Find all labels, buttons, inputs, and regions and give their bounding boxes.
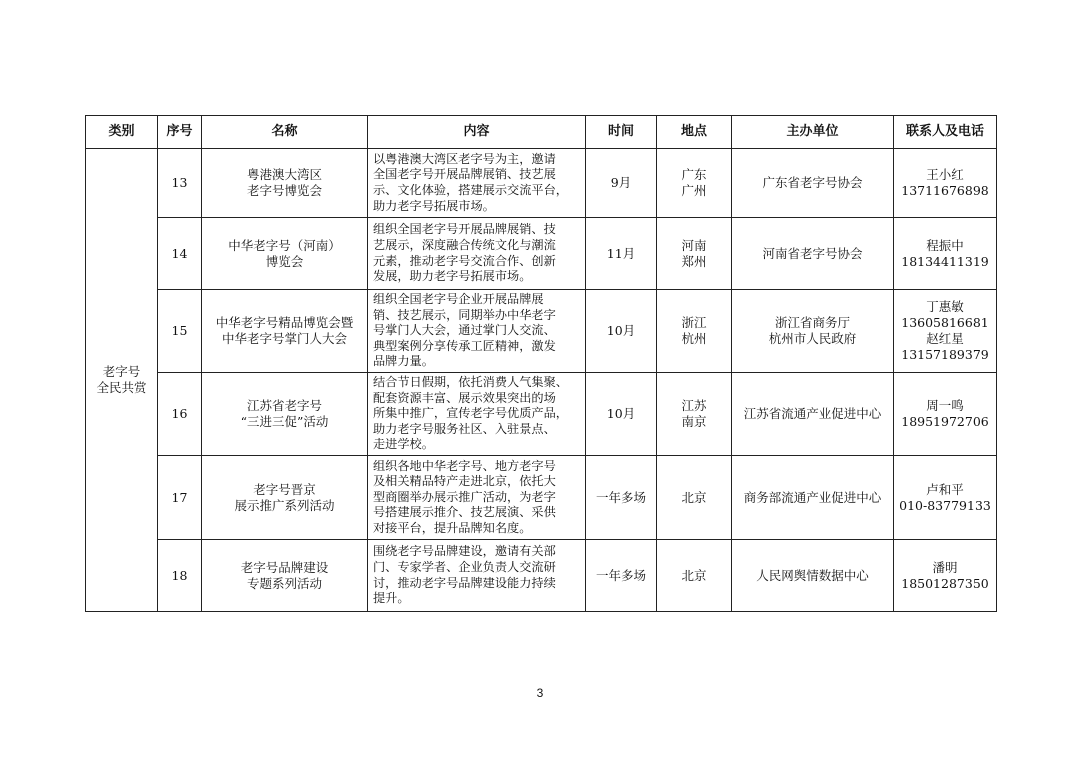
event-contact-line: 王小红 bbox=[926, 167, 964, 182]
event-organizer-line: 商务部流通产业促进中心 bbox=[743, 489, 882, 505]
event-time: 10月 bbox=[586, 290, 657, 373]
event-contact-line: 18951972706 bbox=[901, 414, 989, 429]
event-contact-line: 010-83779133 bbox=[899, 497, 991, 513]
event-contact-line: 13157189379 bbox=[901, 347, 989, 362]
event-content-line: 组织各地中华老字号、地方老字号 bbox=[373, 458, 556, 473]
event-place-line: 北京 bbox=[681, 567, 707, 583]
event-organizer bbox=[732, 540, 894, 612]
header-category: 类别 bbox=[86, 116, 158, 149]
event-place-line: 郑州 bbox=[681, 253, 707, 269]
event-content-line: 助力老字号拓展市场。 bbox=[373, 198, 495, 213]
event-contact bbox=[894, 218, 997, 290]
event-organizer-line: 浙江省商务厅 bbox=[774, 315, 850, 330]
event-name bbox=[202, 290, 368, 373]
event-content-line: 组织全国老字号企业开展品牌展 bbox=[373, 292, 544, 307]
event-place-line: 北京 bbox=[681, 489, 707, 505]
event-name-line: 博览会 bbox=[265, 253, 304, 269]
category-cell-line: 全民共赏 bbox=[96, 380, 147, 395]
event-content-line: 门、专家学者、企业负责人交流研 bbox=[373, 559, 556, 574]
event-name bbox=[202, 373, 368, 456]
event-name-line: 中华老字号（河南） bbox=[228, 237, 341, 253]
event-content-line: 提升。 bbox=[373, 591, 410, 606]
event-content-line: 讨，推动老字号品牌建设能力持续 bbox=[373, 575, 556, 590]
event-name bbox=[202, 218, 368, 290]
event-time: 9月 bbox=[586, 149, 657, 218]
table-row bbox=[86, 456, 997, 540]
event-content bbox=[368, 373, 586, 456]
event-organizer-line: 江苏省流通产业促进中心 bbox=[743, 406, 882, 421]
event-place-line: 河南 bbox=[681, 237, 707, 253]
event-place-line: 江苏 bbox=[681, 398, 707, 413]
event-contact-line: 13711676898 bbox=[901, 183, 989, 198]
row-number: 18 bbox=[158, 540, 202, 612]
row-number: 17 bbox=[158, 456, 202, 540]
event-place bbox=[657, 218, 732, 290]
event-organizer-line: 河南省老字号协会 bbox=[762, 245, 863, 261]
event-contact-line: 13605816681 bbox=[901, 315, 989, 330]
event-content-line: 型商圈举办展示推广活动，为老字 bbox=[373, 489, 556, 504]
event-organizer bbox=[732, 218, 894, 290]
event-contact bbox=[894, 149, 997, 218]
event-organizer bbox=[732, 456, 894, 540]
event-content bbox=[368, 149, 586, 218]
header-place: 地点 bbox=[657, 116, 732, 149]
category-cell-line: 老字号 bbox=[102, 364, 141, 379]
event-content-line: 典型案例分享传承工匠精神，激发 bbox=[373, 338, 556, 353]
event-name bbox=[202, 540, 368, 612]
event-content-line: 号掌门人大会，通过掌门人交流、 bbox=[373, 323, 556, 338]
event-place bbox=[657, 149, 732, 218]
event-contact-line: 丁惠敏 bbox=[926, 299, 964, 314]
event-content-line: 结合节日假期，依托消费人气集聚、 bbox=[373, 375, 568, 390]
event-name-line: 中华老字号掌门人大会 bbox=[221, 331, 347, 346]
event-content-line: 艺展示，深度融合传统文化与潮流 bbox=[373, 237, 556, 252]
event-name-line: 专题系列活动 bbox=[246, 575, 322, 591]
header-organizer: 主办单位 bbox=[732, 116, 894, 149]
event-contact-line: 卢和平 bbox=[926, 481, 964, 497]
event-content-line: 示、文化体验，搭建展示交流平台， bbox=[373, 183, 568, 197]
header-row bbox=[86, 116, 997, 149]
header-name: 名称 bbox=[202, 116, 368, 149]
category-cell bbox=[86, 149, 158, 612]
event-time: 一年多场 bbox=[586, 456, 657, 540]
event-content-line: 配套资源丰富、展示效果突出的场 bbox=[373, 390, 556, 405]
table-row bbox=[86, 149, 997, 218]
event-content-line: 元素，推动老字号交流合作、创新 bbox=[373, 253, 556, 268]
event-content-line: 对接平台，提升品牌知名度。 bbox=[373, 520, 532, 535]
event-content bbox=[368, 540, 586, 612]
event-name-line: 中华老字号精品博览会暨 bbox=[215, 315, 354, 330]
event-name-line: 老字号博览会 bbox=[246, 183, 322, 198]
event-contact-line: 潘明 bbox=[932, 559, 958, 575]
event-place-line: 南京 bbox=[681, 414, 707, 429]
table-row bbox=[86, 290, 997, 373]
event-content-line: 组织全国老字号开展品牌展销、技 bbox=[373, 222, 556, 237]
header-content: 内容 bbox=[368, 116, 586, 149]
row-number: 14 bbox=[158, 218, 202, 290]
event-name-line: 老字号晋京 bbox=[253, 481, 316, 497]
event-time: 11月 bbox=[586, 218, 657, 290]
event-name bbox=[202, 456, 368, 540]
event-content bbox=[368, 218, 586, 290]
event-content-line: 助力老字号服务社区、入驻景点、 bbox=[373, 421, 556, 436]
event-content-line: 销、技艺展示，同期举办中华老字 bbox=[373, 307, 556, 322]
event-place bbox=[657, 373, 732, 456]
table-row bbox=[86, 373, 997, 456]
event-name-line: “三进三促”活动 bbox=[240, 414, 329, 429]
event-content bbox=[368, 290, 586, 373]
events-table bbox=[85, 115, 997, 612]
table-row bbox=[86, 540, 997, 612]
event-organizer-line: 广东省老字号协会 bbox=[762, 175, 863, 190]
event-time: 一年多场 bbox=[586, 540, 657, 612]
event-organizer bbox=[732, 290, 894, 373]
event-name-line: 老字号品牌建设 bbox=[240, 559, 329, 575]
event-contact bbox=[894, 290, 997, 373]
event-contact-line: 18501287350 bbox=[901, 575, 989, 591]
event-content-line: 号搭建展示推介、技艺展演、采供 bbox=[373, 505, 556, 520]
event-place-line: 浙江 bbox=[681, 315, 707, 330]
event-place-line: 广东 bbox=[681, 167, 707, 182]
event-content-line: 发展，助力老字号拓展市场。 bbox=[373, 269, 532, 284]
event-content-line: 品牌力量。 bbox=[373, 354, 434, 369]
event-content-line: 以粤港澳大湾区老字号为主，邀请 bbox=[373, 151, 556, 166]
event-organizer bbox=[732, 149, 894, 218]
event-name-line: 展示推广系列活动 bbox=[234, 497, 335, 513]
event-name-line: 江苏省老字号 bbox=[246, 398, 322, 413]
event-contact-line: 周一鸣 bbox=[926, 398, 964, 413]
event-place-line: 杭州 bbox=[681, 331, 707, 346]
header-number: 序号 bbox=[158, 116, 202, 149]
event-content-line: 围绕老字号品牌建设，邀请有关部 bbox=[373, 544, 556, 559]
page-number: 3 bbox=[536, 686, 544, 700]
table-row bbox=[86, 218, 997, 290]
event-place bbox=[657, 540, 732, 612]
header-time: 时间 bbox=[586, 116, 657, 149]
event-contact-line: 程振中 bbox=[926, 237, 964, 253]
event-content-line: 所集中推广，宣传老字号优质产品， bbox=[373, 406, 568, 421]
event-content-line: 及相关精品特产走进北京，依托大 bbox=[373, 474, 556, 489]
event-content-line: 全国老字号开展品牌展销、技艺展 bbox=[373, 167, 556, 182]
event-contact bbox=[894, 540, 997, 612]
event-contact-line: 18134411319 bbox=[901, 253, 989, 269]
event-contact bbox=[894, 456, 997, 540]
header-contact: 联系人及电话 bbox=[894, 116, 997, 149]
table-body bbox=[86, 149, 997, 612]
event-contact bbox=[894, 373, 997, 456]
event-place bbox=[657, 456, 732, 540]
event-organizer-line: 杭州市人民政府 bbox=[768, 331, 857, 346]
event-contact-line: 赵红星 bbox=[926, 331, 964, 346]
event-name-line: 粤港澳大湾区 bbox=[246, 167, 322, 182]
event-place bbox=[657, 290, 732, 373]
row-number: 16 bbox=[158, 373, 202, 456]
event-content-line: 走进学校。 bbox=[373, 437, 434, 452]
event-organizer bbox=[732, 373, 894, 456]
event-content bbox=[368, 456, 586, 540]
row-number: 13 bbox=[158, 149, 202, 218]
event-time: 10月 bbox=[586, 373, 657, 456]
event-place-line: 广州 bbox=[681, 183, 707, 198]
event-organizer-line: 人民网舆情数据中心 bbox=[756, 567, 869, 583]
event-name bbox=[202, 149, 368, 218]
row-number: 15 bbox=[158, 290, 202, 373]
